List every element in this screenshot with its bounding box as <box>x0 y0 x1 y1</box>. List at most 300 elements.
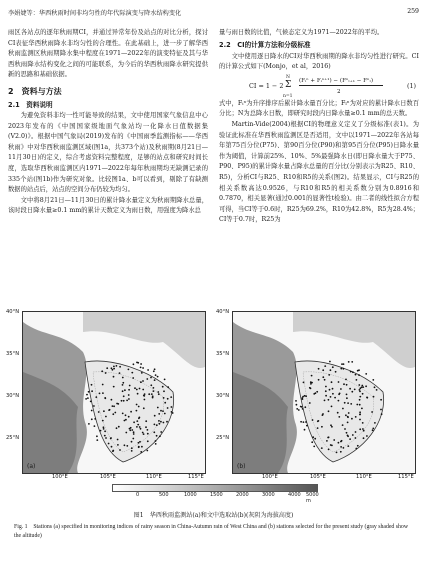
legend-tick-1000: 1000 <box>184 492 197 498</box>
station-dot <box>111 399 113 401</box>
station-dot <box>103 426 105 428</box>
station-dot <box>94 418 96 420</box>
station-dot <box>155 374 157 376</box>
station-dot <box>140 381 142 383</box>
station-dot <box>309 402 311 404</box>
station-dot <box>87 397 89 399</box>
station-dot <box>136 362 138 364</box>
lat-label-40-a: 40°N <box>6 309 20 315</box>
station-dot <box>113 386 115 388</box>
panel-label-b: (b) <box>237 463 246 470</box>
station-dot <box>348 412 350 414</box>
lat-label-30-b: 30°N <box>216 393 230 399</box>
station-dot <box>162 386 164 388</box>
station-dot <box>311 441 313 443</box>
station-dot <box>355 437 357 439</box>
station-dot <box>328 374 330 376</box>
station-dot <box>359 413 361 415</box>
station-dot <box>328 449 330 451</box>
station-dot <box>359 391 361 393</box>
station-dot <box>96 435 98 437</box>
legend-tick-5000: 5000 m <box>306 492 319 504</box>
station-dot <box>125 432 127 434</box>
section-2-1-title: 2.1 资料说明 <box>8 100 53 109</box>
station-dot <box>331 426 333 428</box>
station-dot <box>128 416 130 418</box>
station-dot <box>349 438 351 440</box>
station-dot <box>136 389 138 391</box>
station-dot <box>119 372 121 374</box>
station-dot <box>355 374 357 376</box>
station-dot <box>316 391 318 393</box>
station-dot <box>141 372 143 374</box>
station-dot <box>156 424 158 426</box>
station-dot <box>147 429 149 431</box>
station-dot <box>113 366 115 368</box>
station-dot <box>140 451 142 453</box>
station-dot <box>350 371 352 373</box>
station-dot <box>303 382 305 384</box>
station-dot <box>160 431 162 433</box>
station-dot <box>362 428 364 430</box>
station-dot <box>102 392 104 394</box>
lon-label-105-a: 105°E <box>100 474 116 480</box>
station-dot <box>356 404 358 406</box>
station-dot <box>129 428 131 430</box>
lat-label-25-a: 25°N <box>6 435 20 441</box>
elevation-legend <box>112 484 320 504</box>
station-dot <box>157 407 159 409</box>
station-dot <box>116 365 118 367</box>
data-paragraph-1: 为避免资料非均一性可能导致的结果，文中使用国家气象信息中心2023年发布的《中国国家级地面气象站均一化降水日值数据集(V2.0)》。根据中国气象局(2019)发布的《中国雨季监测指标——华西秋雨》中对华西秋雨监测区域(图1a，共373个站)及秋雨期(8月21日—11月30日)的定义，综合考虑资料完整程度，足够的站点和研究时间长度，选取华西秋雨监测区内1971—2022年每年秋雨期均无缺测记录的335个站(图1b)作为研究对象。比较图1a、b可以看到，剔除了有缺测数据的站点后，站点的空间分布仍较为均匀。 <box>8 111 208 194</box>
lon-label-110-a: 110°E <box>146 474 162 480</box>
section-2-title: 2 资料与方法 <box>8 86 62 96</box>
lat-label-30-a: 30°N <box>6 393 20 399</box>
station-dot <box>361 386 363 388</box>
station-dot <box>147 440 149 442</box>
station-dot <box>134 387 136 389</box>
station-dot <box>131 372 133 374</box>
intro-paragraph: 雨区各站点的逐年秋雨期CI，并通过异常年份及站点的对比分析，探讨CI表征华西秋雨降水非均匀性的合理性。在此基础上，进一步了解华西秋雨监测区秋雨期降水集中程度在1971—2022年的演变特征及其与华西秋雨降水结构变化之间的可能联系，为今后的华西秋雨降水研究提供新的思路和基础依据。 <box>8 29 208 79</box>
station-dot <box>164 379 166 381</box>
lat-label-25-b: 25°N <box>216 435 230 441</box>
map-panel-b <box>232 311 416 474</box>
station-dot <box>105 437 107 439</box>
station-dot <box>163 390 165 392</box>
grading-paragraph: Martin-Vide(2004)根据CI的物理意义定义了分级标准(表1)。为验证此标准在华西秋雨监测区是否适用，文中以1971—2022年各站每年第75百分位(P75)、第90百分位(P90)和第95百分位(P95)日降水量作为阈值，计算前25%、10%、5%最强降水日(即日降水量大于P75、P90、P95)的累计降水量占降水总量的百分比(分别表示为R25、R10、R5)，分析CI与R25、R10和R5的关系(图2)。结果显示，CI与R25的相关系数高达0.9526，与R10和R5的相关系数分别为0.8916和0.7870，相关显著(通过0.001的显著性t检验)。由二者的线性拟合方程可得，当CI等于0.6时，R25为69.2%，R10为42.8%，R5为28.4%；CI等于0.7时，R25为 <box>219 120 419 224</box>
formula-sum-bottom: n=1 <box>283 93 293 99</box>
station-dot <box>110 438 112 440</box>
station-dot <box>163 422 165 424</box>
station-dot <box>122 390 124 392</box>
station-dot <box>132 438 134 440</box>
station-dot <box>159 435 161 437</box>
station-dot <box>136 404 138 406</box>
figure-caption-cn: 图1 华西秋雨监测站(a)和文中选取站(b)(灰阴为海拔高度) <box>133 512 294 519</box>
station-dot <box>124 420 126 422</box>
station-dot <box>346 394 348 396</box>
station-dot <box>167 407 169 409</box>
station-dot <box>322 413 324 415</box>
station-dot <box>295 400 297 402</box>
station-dot <box>331 381 333 383</box>
station-dot <box>310 383 312 385</box>
station-dot <box>133 431 135 433</box>
station-dot <box>98 411 100 413</box>
legend-tick-500: 500 <box>159 492 169 498</box>
station-dot <box>170 396 172 398</box>
station-dot <box>372 379 374 381</box>
station-dot <box>338 400 340 402</box>
station-dot <box>357 370 359 372</box>
ci-formula <box>219 73 419 99</box>
station-dot <box>338 442 340 444</box>
station-dot <box>332 366 334 368</box>
figure-caption-en: Fig. 1 Stations (a) specified in monitoring indices of rainy season in China-Autumn rain of West China and (b) stations selected for the present study (gray shaded show the altitude) <box>14 524 409 539</box>
station-dot <box>113 405 115 407</box>
station-dot <box>346 397 348 399</box>
station-dot <box>164 413 166 415</box>
station-dot <box>346 432 348 434</box>
station-dot <box>147 433 149 435</box>
station-dot <box>155 443 157 445</box>
station-dot <box>313 393 315 395</box>
station-dot <box>359 399 361 401</box>
station-dot <box>347 435 349 437</box>
station-dot <box>324 400 326 402</box>
station-dot <box>150 377 152 379</box>
formula-denominator: 2 <box>337 88 341 95</box>
station-dot <box>305 395 307 397</box>
station-dot <box>126 445 128 447</box>
station-dot <box>318 379 320 381</box>
station-dot <box>309 387 311 389</box>
formula-explanation: 式中，Fᵢⁿ为升序排序后累计降水量百分比；Fₗⁿ为对应的累计降水日数百分比；N为总降水日数，即研究时段内日降水量≥0.1 mm的总天数。 <box>219 99 419 118</box>
station-dot <box>359 396 361 398</box>
station-dot <box>133 363 135 365</box>
station-dot <box>133 421 135 423</box>
station-dot <box>167 386 169 388</box>
station-dot <box>321 447 323 449</box>
station-dot <box>331 406 333 408</box>
station-dot <box>112 413 114 415</box>
station-dot <box>366 397 368 399</box>
station-dot <box>302 408 304 410</box>
station-dot <box>85 398 87 400</box>
station-dot <box>143 407 145 409</box>
station-dot <box>143 395 145 397</box>
station-dot <box>131 441 133 443</box>
station-dot <box>345 379 347 381</box>
station-dot <box>124 444 126 446</box>
station-dot <box>146 450 148 452</box>
station-dot <box>112 405 114 407</box>
station-dot <box>305 421 307 423</box>
station-dot <box>372 429 374 431</box>
station-dot <box>119 449 121 451</box>
station-dot <box>373 396 375 398</box>
station-dot <box>340 451 342 453</box>
station-dot <box>138 442 140 444</box>
station-dot <box>329 389 331 391</box>
station-dot <box>351 418 353 420</box>
station-dot <box>140 428 142 430</box>
station-dot <box>336 452 338 454</box>
station-dot <box>158 393 160 395</box>
station-dot <box>324 365 326 367</box>
station-dot <box>136 410 138 412</box>
station-dot <box>119 366 121 368</box>
station-dot <box>122 384 124 386</box>
station-dot <box>108 443 110 445</box>
station-dot <box>122 377 124 379</box>
station-dot <box>154 424 156 426</box>
station-dot <box>140 367 142 369</box>
station-dot <box>351 361 353 363</box>
station-dot <box>349 388 351 390</box>
station-dot <box>102 384 104 386</box>
station-dot <box>330 369 332 371</box>
right-column <box>219 28 419 226</box>
station-dot <box>108 409 110 411</box>
station-dot <box>359 404 361 406</box>
station-dot <box>358 374 360 376</box>
station-dot <box>142 389 144 391</box>
station-dot <box>338 393 340 395</box>
station-dot <box>303 421 305 423</box>
station-dot <box>347 422 349 424</box>
station-dot <box>96 439 98 441</box>
station-dot <box>340 441 342 443</box>
station-dot <box>346 384 348 386</box>
station-dot <box>153 390 155 392</box>
station-dot <box>376 389 378 391</box>
station-dot <box>106 367 108 369</box>
station-dot <box>342 408 344 410</box>
station-dot <box>154 379 156 381</box>
station-dot <box>94 425 96 427</box>
station-dot <box>104 435 106 437</box>
station-dot <box>112 369 114 371</box>
page-number: 259 <box>407 8 419 15</box>
station-dot <box>117 444 119 446</box>
station-dot <box>338 381 340 383</box>
station-dot <box>355 448 357 450</box>
section-2-2-title: 2.2 CI的计算方法和分级标准 <box>219 40 311 49</box>
station-dot <box>154 368 156 370</box>
lat-label-40-b: 40°N <box>216 309 230 315</box>
station-dot <box>363 437 365 439</box>
station-dot <box>317 427 319 429</box>
station-dot <box>138 417 140 419</box>
formula-sum: Σ <box>285 79 292 90</box>
station-dot <box>144 399 146 401</box>
station-dot <box>314 438 316 440</box>
station-dot <box>137 393 139 395</box>
elevation-colorbar <box>112 484 318 492</box>
station-dot <box>380 409 382 411</box>
station-dot <box>157 391 159 393</box>
station-dot <box>123 395 125 397</box>
station-dot <box>147 369 149 371</box>
station-dot <box>91 410 93 412</box>
station-dot <box>312 419 314 421</box>
station-dot <box>350 403 352 405</box>
station-dot <box>361 385 363 387</box>
formula-numerator: (Fᵢⁿ + Fᵢⁿ⁺¹) − (Fⁿₗ₊₁ − Fⁿₗ) <box>299 77 374 84</box>
station-dot <box>345 414 347 416</box>
station-dot <box>352 371 354 373</box>
station-dot <box>130 411 132 413</box>
station-dot <box>111 367 113 369</box>
station-dot <box>133 433 135 435</box>
map-panel-a <box>22 311 206 474</box>
station-dot <box>340 446 342 448</box>
map-a-svg <box>23 312 205 473</box>
method-paragraph: 文中使用逐日降水的CI对华西秋雨期的降水非均匀性进行研究。CI的计算公式如下(Monjo，et al，2016) <box>219 52 419 71</box>
legend-tick-3000: 3000 <box>262 492 275 498</box>
station-dot <box>136 420 138 422</box>
station-dot <box>114 412 116 414</box>
station-dot <box>153 431 155 433</box>
station-dot <box>122 413 124 415</box>
station-dot <box>300 406 302 408</box>
station-dot <box>328 410 330 412</box>
station-dot <box>86 394 88 396</box>
station-dot <box>113 368 115 370</box>
station-dot <box>321 426 323 428</box>
station-dot <box>304 429 306 431</box>
station-dot <box>359 428 361 430</box>
legend-tick-4000: 4000 <box>288 492 301 498</box>
station-dot <box>359 411 361 413</box>
station-dot <box>142 367 144 369</box>
station-dot <box>139 426 141 428</box>
station-dot <box>355 431 357 433</box>
station-dot <box>160 421 162 423</box>
header-title: 李娟婕等：华西秋雨时间非均匀性的年代际演变与降水结构变化 <box>8 10 182 17</box>
station-dot <box>157 376 159 378</box>
station-dot <box>128 398 130 400</box>
station-dot <box>128 389 130 391</box>
station-dot <box>167 398 169 400</box>
station-dot <box>116 403 118 405</box>
station-dot <box>356 379 358 381</box>
station-dot <box>105 372 107 374</box>
station-dot <box>154 415 156 417</box>
station-dot <box>365 373 367 375</box>
station-dot <box>347 402 349 404</box>
station-dot <box>362 386 364 388</box>
station-dot <box>125 414 127 416</box>
station-dot <box>301 397 303 399</box>
station-dot <box>374 386 376 388</box>
station-dot <box>381 413 383 415</box>
station-dot <box>372 428 374 430</box>
station-dot <box>143 433 145 435</box>
station-dot <box>306 425 308 427</box>
station-dot <box>103 410 105 412</box>
station-dot <box>105 416 107 418</box>
station-dot <box>348 361 350 363</box>
data-paragraph-2: 文中将8月21日—11月30日的累计降水量定义为秋雨期降水总量，该时段日降水量≥0.1 mm的累计天数定义为雨日数，用强度为降水总 <box>8 196 208 215</box>
station-dot <box>327 437 329 439</box>
lon-label-100-b: 100°E <box>262 474 278 480</box>
station-dot <box>103 428 105 430</box>
station-dot <box>91 418 93 420</box>
station-dot <box>142 380 144 382</box>
station-dot <box>298 409 300 411</box>
station-dot <box>362 393 364 395</box>
station-dot <box>163 397 165 399</box>
station-dot <box>131 429 133 431</box>
station-dot <box>141 446 143 448</box>
station-dot <box>126 400 128 402</box>
station-dot <box>310 381 312 383</box>
station-dot <box>343 368 345 370</box>
station-dot <box>352 434 354 436</box>
station-dot <box>158 420 160 422</box>
station-dot <box>91 384 93 386</box>
station-dot <box>91 390 93 392</box>
station-dot <box>95 396 97 398</box>
station-dot <box>325 390 327 392</box>
station-dot <box>354 389 356 391</box>
station-dot <box>362 422 364 424</box>
legend-tick-2000: 2000 <box>236 492 249 498</box>
station-dot <box>140 363 142 365</box>
station-dot <box>333 439 335 441</box>
station-dot <box>343 363 345 365</box>
station-dot <box>332 388 334 390</box>
station-dot <box>137 424 139 426</box>
station-dot <box>361 408 363 410</box>
station-dot <box>88 423 90 425</box>
station-dot <box>117 439 119 441</box>
station-dot <box>138 446 140 448</box>
station-dot <box>136 426 138 428</box>
station-dot <box>359 419 361 421</box>
station-dot <box>128 369 130 371</box>
station-dot <box>335 371 337 373</box>
station-dot <box>380 399 382 401</box>
station-dot <box>155 440 157 442</box>
formula-sum-top: N <box>286 74 290 80</box>
station-dot <box>366 435 368 437</box>
station-dot <box>101 370 103 372</box>
station-dot <box>363 430 365 432</box>
lon-label-115-a: 115°E <box>188 474 204 480</box>
lat-label-35-a: 35°N <box>6 351 20 357</box>
formula-left: CI = 1 − 2 <box>249 81 284 90</box>
station-dot <box>139 441 141 443</box>
station-dot <box>124 389 126 391</box>
station-dot <box>337 412 339 414</box>
station-dot <box>365 385 367 387</box>
station-dot <box>344 402 346 404</box>
station-dot <box>111 446 113 448</box>
station-dot <box>113 376 115 378</box>
station-dot <box>344 428 346 430</box>
station-dot <box>343 447 345 449</box>
station-dot <box>351 391 353 393</box>
station-dot <box>142 432 144 434</box>
station-dot <box>118 426 120 428</box>
station-dot <box>342 424 344 426</box>
station-dot <box>340 368 342 370</box>
station-dot <box>104 397 106 399</box>
station-dot <box>343 383 345 385</box>
